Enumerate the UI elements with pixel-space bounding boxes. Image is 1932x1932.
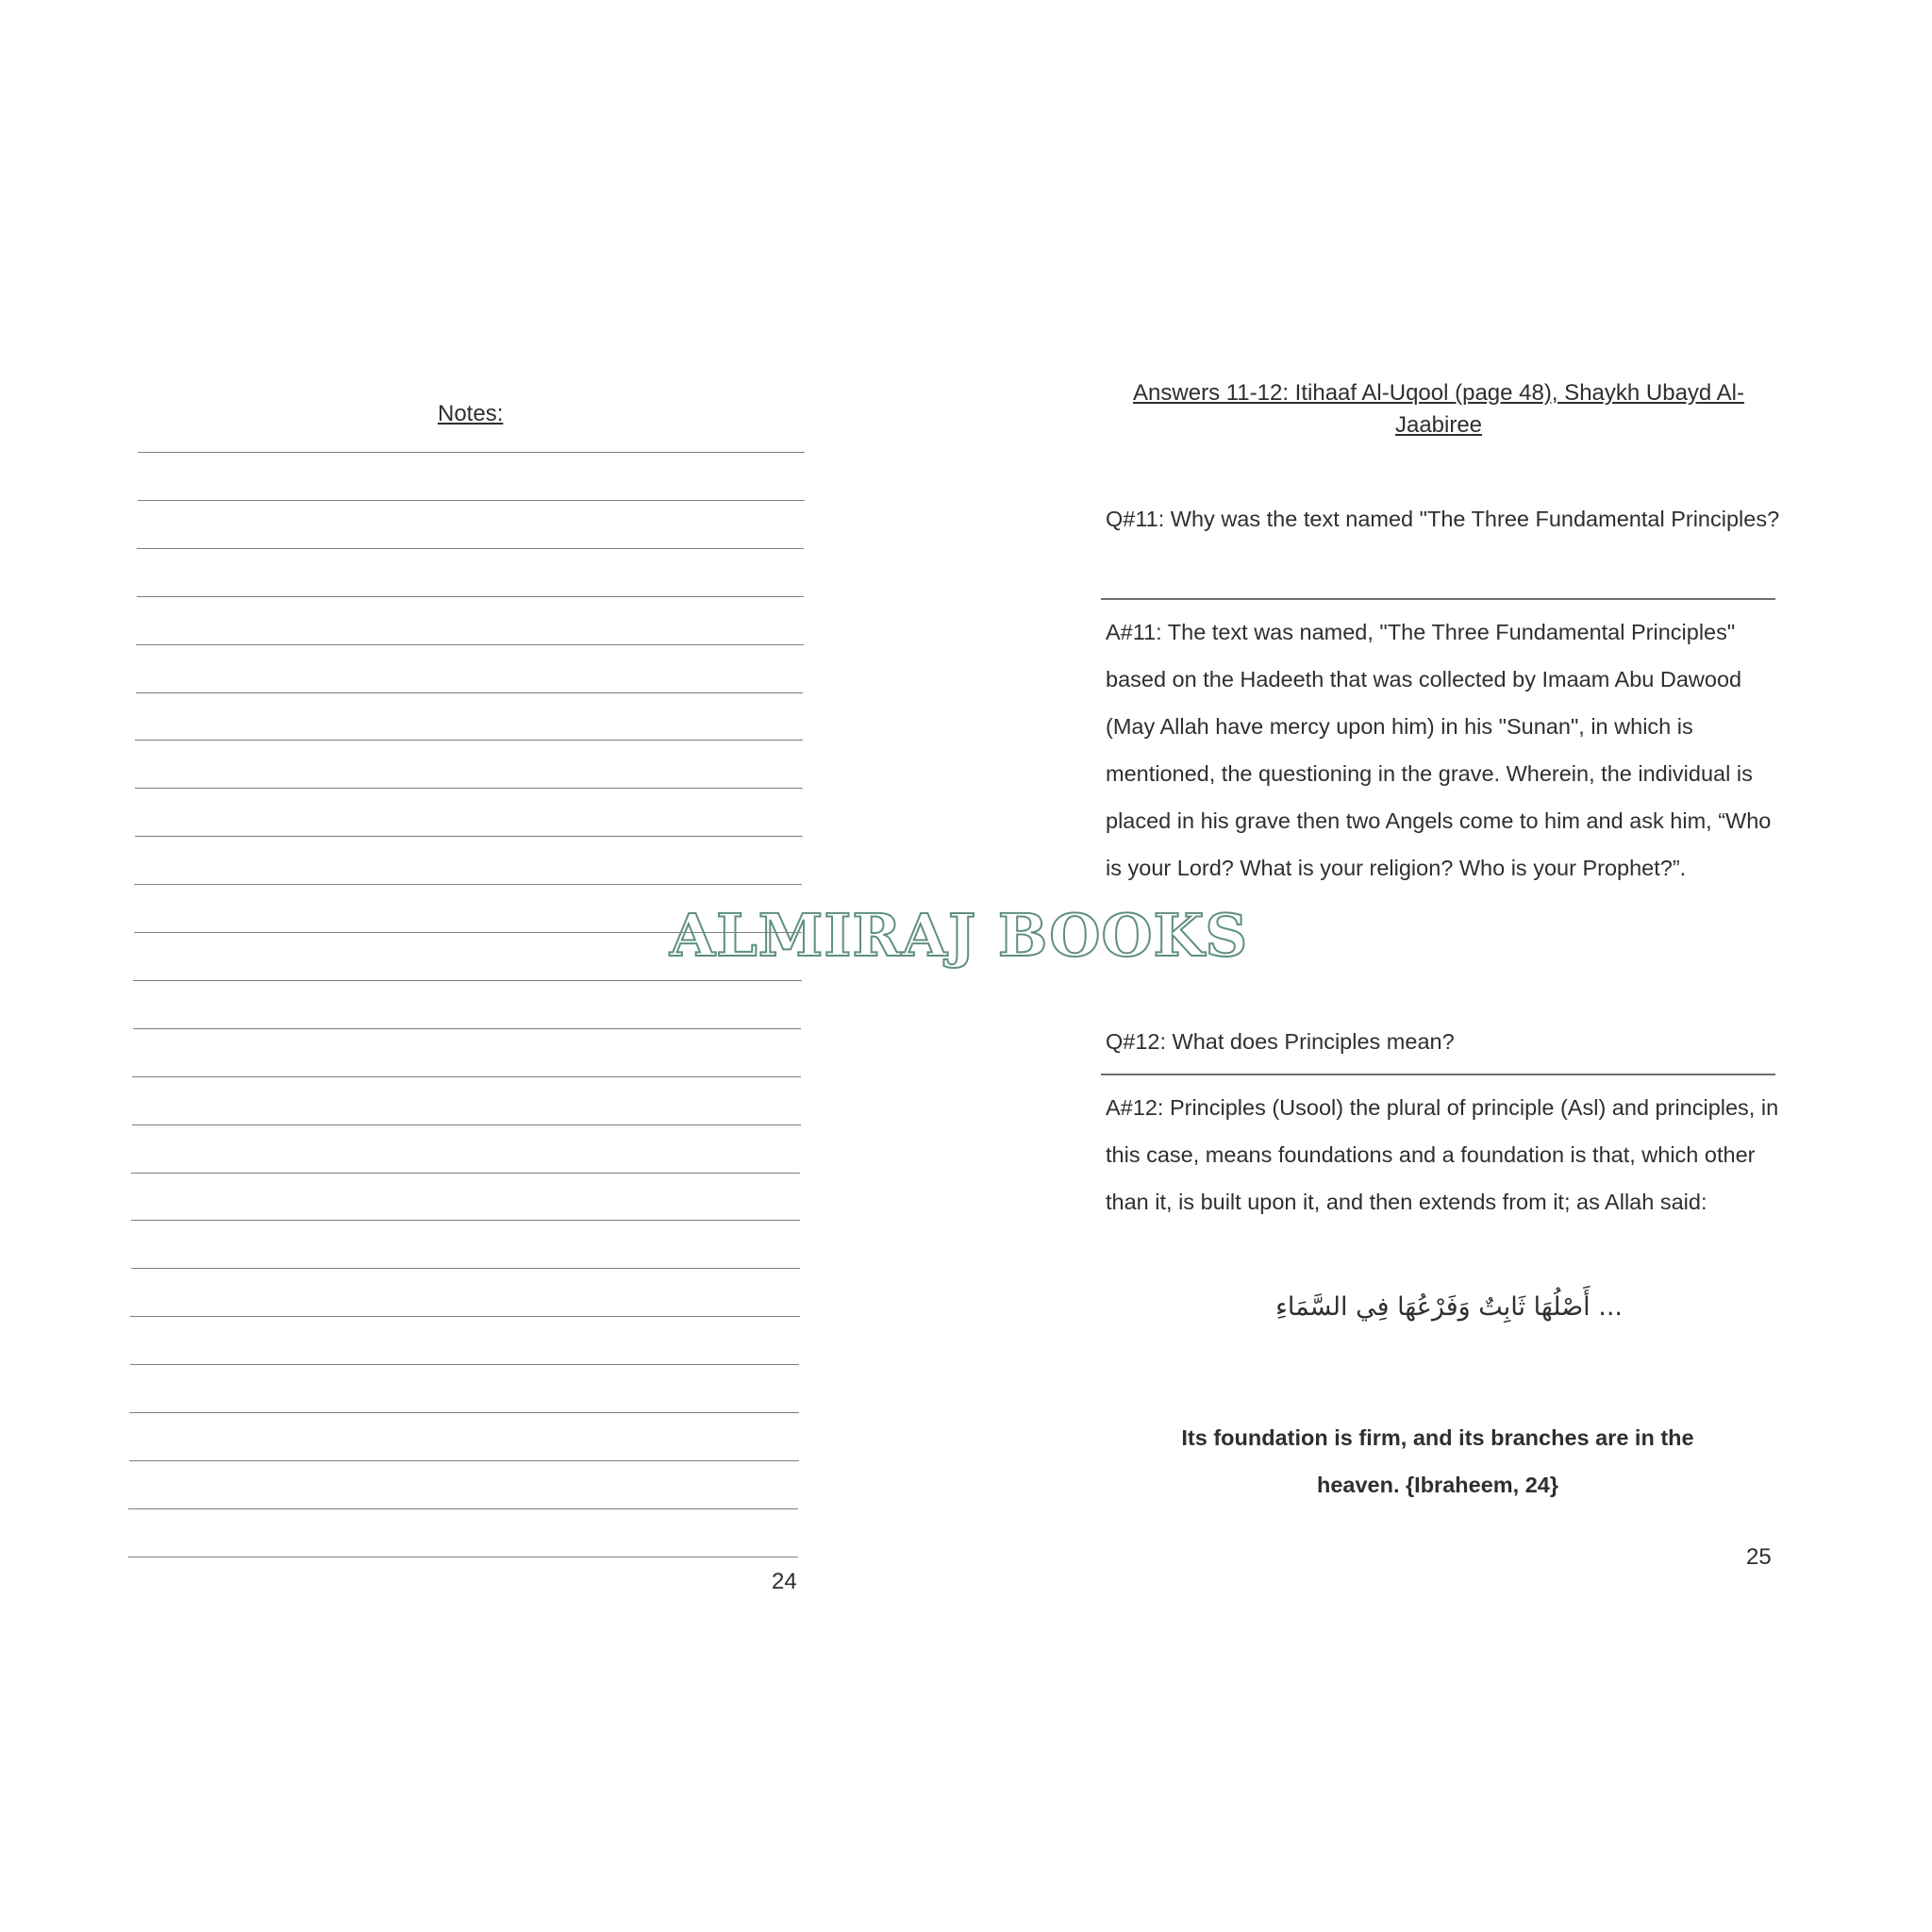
verse-translation: Its foundation is firm, and its branches are in the heaven. {Ibraheem, 24}	[1181, 1425, 1694, 1497]
note-line	[130, 1316, 799, 1317]
note-line	[132, 1076, 801, 1077]
note-line	[137, 548, 804, 549]
note-line	[130, 1364, 799, 1365]
divider-q12	[1101, 1074, 1775, 1075]
page-number-right: 25	[1746, 1544, 1772, 1570]
note-line	[129, 1460, 799, 1461]
answer-11: A#11: The text was named, "The Three Fundamental Principles" based on the Hadeeth that was collected by Imaam Abu Dawood (May Allah have mercy upon him) in his "Sunan", in which is mentioned, the questioning in the grave. Wherein, the individual is placed in his grave then two Angels come to him and ask him, “Who is your Lord? What is your religion? Who is your Prophet?”.	[1106, 620, 1772, 880]
note-line	[129, 1412, 799, 1413]
notes-title: Notes:	[438, 401, 504, 426]
note-line	[132, 1124, 801, 1125]
note-line	[137, 596, 804, 597]
divider-q11	[1101, 598, 1775, 600]
watermark-logo: ALMIRAJ BOOKS	[670, 901, 1249, 970]
page-number-left: 24	[772, 1569, 797, 1594]
question-11: Q#11: Why was the text named "The Three Fundamental Principles?	[1106, 507, 1780, 531]
question-12: Q#12: What does Principles mean?	[1106, 1029, 1455, 1054]
answers-title: Answers 11-12: Itihaaf Al-Uqool (page 48), Shaykh Ubayd Al-Jaabiree	[1133, 380, 1744, 438]
note-line	[133, 980, 801, 981]
answer-12: A#12: Principles (Usool) the plural of principle (Asl) and principles, in this case, means foundations and a foundation is that, which other than it, is built upon it, and then extends from it; as Allah said:	[1106, 1095, 1779, 1214]
note-line	[131, 1173, 800, 1174]
note-line	[128, 1508, 798, 1509]
note-line	[134, 884, 802, 885]
note-line	[135, 788, 803, 789]
note-line	[131, 1220, 800, 1221]
note-line	[136, 644, 804, 645]
note-line	[138, 500, 805, 501]
arabic-verse: ... أَصْلُهَا ثَابِتٌ وَفَرْعُهَا فِي السَّمَاءِ	[1275, 1292, 1623, 1322]
note-line	[138, 452, 805, 453]
note-line	[135, 836, 803, 837]
note-line	[131, 1268, 800, 1269]
note-line	[136, 692, 804, 693]
note-line	[135, 740, 803, 741]
note-line	[133, 1028, 802, 1029]
